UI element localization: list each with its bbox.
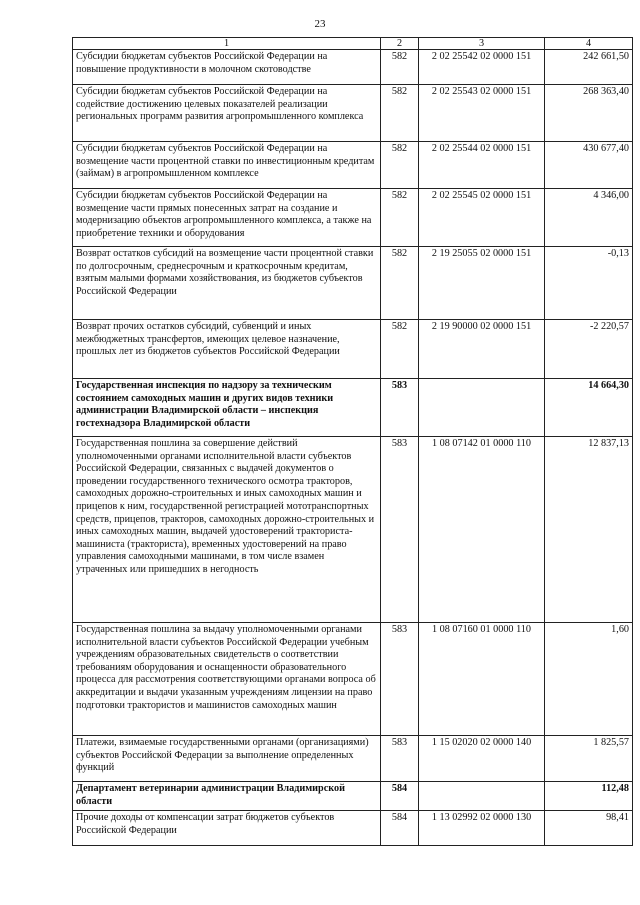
row-amount: 1 825,57 [545, 736, 633, 782]
row-amount: 112,48 [545, 782, 633, 811]
row-name: Субсидии бюджетам субъектов Российской Федерации на возмещение части процентной ставки по инвестиционным кредитам (займам) в агропромышленном комплексе [73, 142, 381, 189]
row-admin-code: 583 [381, 379, 419, 437]
row-amount: 14 664,30 [545, 379, 633, 437]
column-header: 4 [545, 38, 633, 50]
table-header-row [73, 38, 633, 50]
column-header: 2 [381, 38, 419, 50]
budget-table [72, 37, 633, 846]
row-budget-code: 2 19 90000 02 0000 151 [419, 320, 545, 379]
row-admin-code: 583 [381, 437, 419, 623]
table-row [73, 320, 633, 379]
row-budget-code [419, 782, 545, 811]
row-budget-code: 2 19 25055 02 0000 151 [419, 247, 545, 320]
table-row [73, 50, 633, 85]
row-admin-code: 582 [381, 85, 419, 142]
table-row [73, 782, 633, 811]
page-number: 23 [314, 18, 326, 30]
row-name: Субсидии бюджетам субъектов Российской Федерации на содействие достижению целевых показателей реализации региональных программ развития агропромышленного комплекса [73, 85, 381, 142]
table-row [73, 379, 633, 437]
table-row [73, 142, 633, 189]
table-row [73, 247, 633, 320]
row-budget-code: 1 08 07160 01 0000 110 [419, 623, 545, 736]
row-admin-code: 583 [381, 736, 419, 782]
row-budget-code: 1 13 02992 02 0000 130 [419, 811, 545, 846]
row-amount: 4 346,00 [545, 189, 633, 247]
row-budget-code [419, 379, 545, 437]
row-budget-code: 2 02 25542 02 0000 151 [419, 50, 545, 85]
row-amount: 1,60 [545, 623, 633, 736]
row-admin-code: 584 [381, 811, 419, 846]
row-name: Департамент ветеринарии администрации Владимирской области [73, 782, 381, 811]
row-name: Платежи, взимаемые государственными органами (организациями) субъектов Российской Федерации за выполнение определенных функций [73, 736, 381, 782]
column-header: 1 [73, 38, 381, 50]
row-admin-code: 582 [381, 142, 419, 189]
row-amount: 242 661,50 [545, 50, 633, 85]
row-admin-code: 583 [381, 623, 419, 736]
row-admin-code: 582 [381, 50, 419, 85]
table-row [73, 437, 633, 623]
table-row [73, 85, 633, 142]
table-row [73, 736, 633, 782]
row-amount: 430 677,40 [545, 142, 633, 189]
row-amount: 98,41 [545, 811, 633, 846]
row-name: Субсидии бюджетам субъектов Российской Федерации на повышение продуктивности в молочном скотоводстве [73, 50, 381, 85]
row-admin-code: 582 [381, 320, 419, 379]
row-name: Государственная пошлина за совершение действий уполномоченными органами исполнительной власти субъектов Российской Федерации, связанных с выдачей документов о проведении государственного технического осмотра тракторов, самоходных дорожно-строительных и иных самоходных машин и прицепов к ним, государственной регистрацией мототранспортных средств, прицепов, тракторов, самоходных дорожно-строительных и иных самоходных машин, выдачей удостоверений тракториста-машиниста (тракториста), временных удостоверений на право управления самоходными машинами, в том числе взамен утраченных или пришедших в негодность [73, 437, 381, 623]
column-header: 3 [419, 38, 545, 50]
row-budget-code: 1 08 07142 01 0000 110 [419, 437, 545, 623]
row-budget-code: 2 02 25545 02 0000 151 [419, 189, 545, 247]
row-budget-code: 2 02 25543 02 0000 151 [419, 85, 545, 142]
table-row [73, 811, 633, 846]
table-row [73, 623, 633, 736]
row-name: Прочие доходы от компенсации затрат бюджетов субъектов Российской Федерации [73, 811, 381, 846]
row-amount: 12 837,13 [545, 437, 633, 623]
row-budget-code: 1 15 02020 02 0000 140 [419, 736, 545, 782]
row-amount: 268 363,40 [545, 85, 633, 142]
row-name: Государственная пошлина за выдачу уполномоченными органами исполнительной власти субъектов Российской Федерации учебным учреждениям образовательных свидетельств о соответствии требованиям оборудования и оснащенности образовательного процесса для рассмотрения соответствующими органами вопроса об аккредитации и выдачи указанным учреждениям лицензии на право подготовки трактористов и машинистов самоходных машин [73, 623, 381, 736]
row-name: Возврат прочих остатков субсидий, субвенций и иных межбюджетных трансфертов, имеющих целевое назначение, прошлых лет из бюджетов субъектов Российской Федерации [73, 320, 381, 379]
row-name: Субсидии бюджетам субъектов Российской Федерации на возмещение части прямых понесенных затрат на создание и модернизацию объектов агропромышленного комплекса, а также на приобретение техники и оборудования [73, 189, 381, 247]
row-admin-code: 584 [381, 782, 419, 811]
row-amount: -0,13 [545, 247, 633, 320]
row-name: Государственная инспекция по надзору за техническим состоянием самоходных машин и других видов техники администрации Владимирской области – инспекция гостехнадзора Владимирской области [73, 379, 381, 437]
row-name: Возврат остатков субсидий на возмещение части процентной ставки по долгосрочным, среднесрочным и краткосрочным кредитам, взятым малыми формами хозяйствования, из бюджетов субъектов Российской Федерации [73, 247, 381, 320]
row-admin-code: 582 [381, 189, 419, 247]
row-amount: -2 220,57 [545, 320, 633, 379]
row-admin-code: 582 [381, 247, 419, 320]
table-row [73, 189, 633, 247]
row-budget-code: 2 02 25544 02 0000 151 [419, 142, 545, 189]
